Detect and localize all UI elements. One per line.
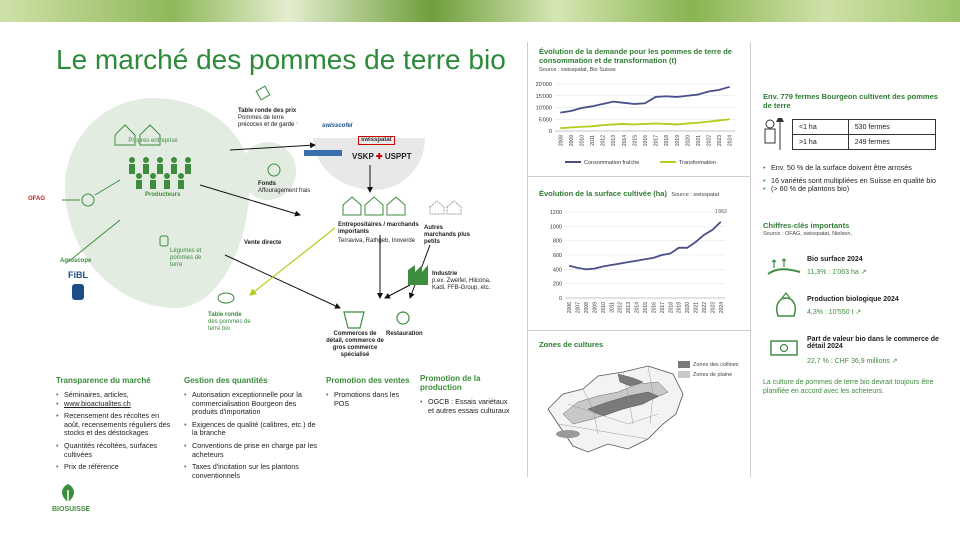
- x-tick-label: 2008: [584, 302, 591, 314]
- section-title: Gestion des quantités: [184, 376, 268, 385]
- swiss-cross-icon: ✚: [375, 152, 383, 161]
- chart1-source: Source : swisspatat, Bio Suisse: [539, 67, 616, 73]
- table-row: [793, 135, 936, 150]
- list-item: • OGCB : Essais variétaux et autres essais culturaux: [420, 398, 512, 415]
- x-tick-label: 2007: [575, 302, 582, 314]
- cash-icon: [770, 338, 802, 358]
- x-tick-label: 2015: [632, 135, 639, 147]
- switzerland-map: [538, 354, 688, 458]
- key-figures-title: Chiffres-clés importants: [763, 221, 850, 230]
- entrepositaires-label: Entrepositaires / marchands importants: [338, 222, 419, 235]
- x-tick-label: 2016: [651, 302, 658, 314]
- x-tick-label: 2016: [643, 135, 649, 147]
- commerces-label: Commerces de détail, commerce de gros commerce spécialisé: [326, 331, 384, 358]
- field-icon: [766, 254, 802, 278]
- biosuisse-logo: [56, 482, 80, 509]
- x-tick-label: 2013: [626, 302, 633, 314]
- table-row: [793, 120, 936, 135]
- x-tick-label: 2019: [676, 302, 683, 314]
- list-item: • Conventions de prise en charge par les acheteurs: [184, 442, 322, 459]
- potato-sack-icon: [774, 292, 798, 318]
- farm-notes: [763, 164, 943, 198]
- y-tick-label: 20'000: [535, 82, 552, 88]
- table-cell: >1 ha: [793, 135, 849, 150]
- y-tick-label: 1200: [549, 210, 562, 216]
- map-title: Zones de cultures: [539, 340, 604, 349]
- ofag-label: OFAG: [28, 196, 46, 202]
- y-tick-label: 600: [552, 253, 562, 259]
- key-value-surface: 11,3% : 1'063 ha ↗: [807, 269, 867, 276]
- list-item: • Recensement des récoltes en août, recensements réguliers des stocks et des déstockages: [56, 412, 176, 438]
- producteurs-label: Producteurs: [145, 192, 181, 198]
- x-tick-label: 2015: [643, 302, 649, 314]
- legumes-label: Légumes et pommes de terre: [170, 248, 202, 268]
- section-title: Transparence du marché: [56, 376, 151, 385]
- biosuisse-wordmark: BIOSUISSE: [52, 506, 91, 513]
- x-tick-label: 2022: [701, 302, 708, 314]
- vskp-logo: [352, 152, 411, 161]
- organisation-logo-bar: [304, 150, 342, 156]
- list-item: • Prix de référence: [56, 463, 176, 472]
- x-tick-label: 2009: [592, 302, 599, 314]
- list-item: • Autorisation exceptionnelle pour la commercialisation Bourgeon des produits d'importation: [184, 391, 322, 417]
- fonds-title: Fonds: [258, 181, 276, 187]
- divider-horizontal-2: [527, 330, 750, 331]
- list-item: • Taxes d'incitation sur les plantons conventionnels: [184, 463, 322, 480]
- entrepositaires-sub: Terraviva, Rathgeb, Inoverde: [338, 238, 416, 244]
- x-tick-label: 2012: [617, 302, 624, 314]
- x-tick-label: 2010: [600, 302, 607, 314]
- y-tick-label: 15'000: [535, 93, 552, 100]
- agroscope-logo: Agroscope: [60, 258, 92, 264]
- chart2-svg: [530, 200, 745, 328]
- swisspatat-logo: swisspatat: [358, 136, 395, 145]
- b-logo-icon: [72, 284, 84, 300]
- legend-swatch-plaine: [678, 371, 690, 378]
- vskp-text: VSKP: [352, 152, 374, 161]
- legend-label-collines: Zones des collines: [693, 362, 739, 368]
- farmer-icon: [760, 118, 788, 154]
- y-tick-label: 5'000: [538, 117, 552, 124]
- x-tick-label: 2013: [611, 135, 618, 147]
- y-tick-label: 10'000: [535, 105, 552, 112]
- x-tick-label: 2019: [674, 135, 681, 147]
- list-item: • Quantités récoltées, surfaces cultivées: [56, 442, 176, 459]
- list-item: • Promotions dans les POS: [326, 391, 414, 408]
- list-item: • Exigences de qualité (calibres, etc.) de la branche: [184, 421, 322, 438]
- key-label-surface: Bio surface 2024: [807, 256, 863, 263]
- x-tick-label: 2014: [634, 302, 641, 314]
- key-value-production: 4,3% : 10'550 t ↗: [807, 309, 862, 316]
- y-tick-label: 0: [558, 296, 562, 302]
- x-tick-label: 2008: [558, 135, 565, 147]
- x-tick-label: 2021: [695, 135, 702, 147]
- industrie-sub: p.ex. Zweifel, Hilcona, Kadi, FFB-Group, etc.: [432, 278, 491, 291]
- chart2-header: [539, 183, 719, 201]
- page-title: Le marché des pommes de terre bio: [56, 44, 506, 75]
- farms-title: Env. 779 fermes Bourgeon cultivent des pommes de terre: [763, 92, 938, 110]
- table-cell: <1 ha: [793, 120, 849, 135]
- section-title: Promotion de la production: [420, 374, 481, 392]
- bioactualites-link[interactable]: • www.bioactualites.ch: [56, 400, 176, 409]
- x-tick-label: 2017: [653, 135, 660, 147]
- y-tick-label: 200: [552, 281, 562, 288]
- x-tick-label: 2006: [567, 302, 574, 314]
- x-tick-label: 2020: [685, 302, 692, 314]
- x-tick-label: 2009: [568, 135, 575, 147]
- list-item: • 16 variétés sont multipliées en Suisse en qualité bio: [763, 177, 943, 186]
- x-tick-label: 2024: [718, 302, 725, 314]
- fonds-subtitle: Affouragement frais: [258, 188, 311, 194]
- industrie-title: Industrie: [432, 271, 458, 277]
- x-tick-label: 2023: [710, 302, 717, 314]
- key-label-production: Production biologique 2024: [807, 296, 899, 303]
- legend-swatch-collines: [678, 361, 690, 368]
- y-tick-label: 1000: [549, 224, 562, 231]
- key-value-value: 22,7 % : CHF 36,9 millions ↗: [807, 358, 898, 365]
- x-tick-label: 2014: [621, 135, 628, 147]
- restauration-label: Restauration: [386, 331, 423, 337]
- x-tick-label: 2017: [659, 302, 666, 314]
- x-tick-label: 2021: [693, 302, 700, 314]
- x-tick-label: 2010: [579, 135, 586, 147]
- divider-horizontal-1: [527, 176, 750, 177]
- y-tick-label: 800: [552, 238, 562, 245]
- chart2-source: Source : swisspatat: [671, 192, 720, 198]
- chart1-svg: [530, 76, 745, 172]
- x-tick-label: 2018: [668, 302, 675, 314]
- farms-table: [792, 119, 936, 150]
- propres-entreprise-label: Propres entreprise: [128, 138, 178, 144]
- y-tick-label: 400: [552, 267, 562, 274]
- x-tick-label: 2024: [727, 135, 734, 147]
- data-label: 1'063: [714, 208, 727, 215]
- section-promotion-production: [420, 374, 512, 419]
- table-cell: 530 fermes: [848, 120, 935, 135]
- chart1-title: Évolution de la demande pour les pommes de terre de consommation et de transformation (t): [539, 47, 732, 65]
- section-gestion: [184, 376, 322, 484]
- table-cell: 249 fermes: [848, 135, 935, 150]
- key-label-value: Part de valeur bio dans le commerce de détail 2024: [807, 336, 939, 350]
- divider-vertical-2: [750, 42, 751, 477]
- table-prix-title: Table ronde des prix: [238, 108, 297, 114]
- x-tick-label: 2011: [590, 135, 597, 146]
- chart2-title: Évolution de la surface cultivée (ha): [539, 189, 667, 198]
- series-line: [560, 87, 729, 113]
- autres-marchands-label: Autres marchands plus petits: [424, 225, 471, 245]
- swisscofel-logo: swisscofel: [322, 123, 353, 129]
- footnote: La culture de pommes de terre bio devrait toujours être planifiée en accord avec les acheteurs.: [763, 379, 934, 395]
- divider-vertical-1: [527, 42, 528, 477]
- x-tick-label: 2022: [706, 135, 713, 147]
- table-bio-sub: des pommes de terre bio: [208, 319, 251, 332]
- section-promotion-ventes: [326, 376, 414, 412]
- legend-label: Consommation fraîche: [584, 160, 640, 166]
- series-line: [569, 222, 721, 270]
- y-tick-label: 0: [548, 129, 552, 135]
- legend-label: Transformation: [679, 160, 716, 166]
- table-prix-subtitle: Pommes de terre précoces et de garde: [238, 115, 295, 128]
- fibl-logo: FiBL: [68, 270, 88, 280]
- x-tick-label: 2020: [685, 135, 692, 147]
- series-line: [560, 119, 729, 128]
- key-figures-source: Source : OFAG, swisspatat, Nielsen,: [763, 231, 852, 237]
- x-tick-label: 2012: [600, 135, 607, 147]
- x-tick-label: 2018: [664, 135, 671, 147]
- list-item: • (> 60 % de plantons bio): [763, 185, 943, 194]
- section-title: Promotion des ventes: [326, 376, 410, 385]
- list-item: • Env. 50 % de la surface doivent être arrosés: [763, 164, 943, 173]
- legend-label-plaine: Zones de plaine: [693, 372, 733, 378]
- x-tick-label: 2011: [609, 302, 616, 313]
- x-tick-label: 2023: [717, 135, 724, 147]
- section-transparence: [56, 376, 176, 476]
- biosuisse-bud-icon: [56, 482, 80, 504]
- usppt-text: USPPT: [384, 152, 412, 161]
- table-bio-title: Table ronde: [208, 312, 242, 318]
- vente-directe-label: Vente directe: [244, 240, 282, 246]
- list-item: • Séminaires, articles,: [56, 391, 176, 400]
